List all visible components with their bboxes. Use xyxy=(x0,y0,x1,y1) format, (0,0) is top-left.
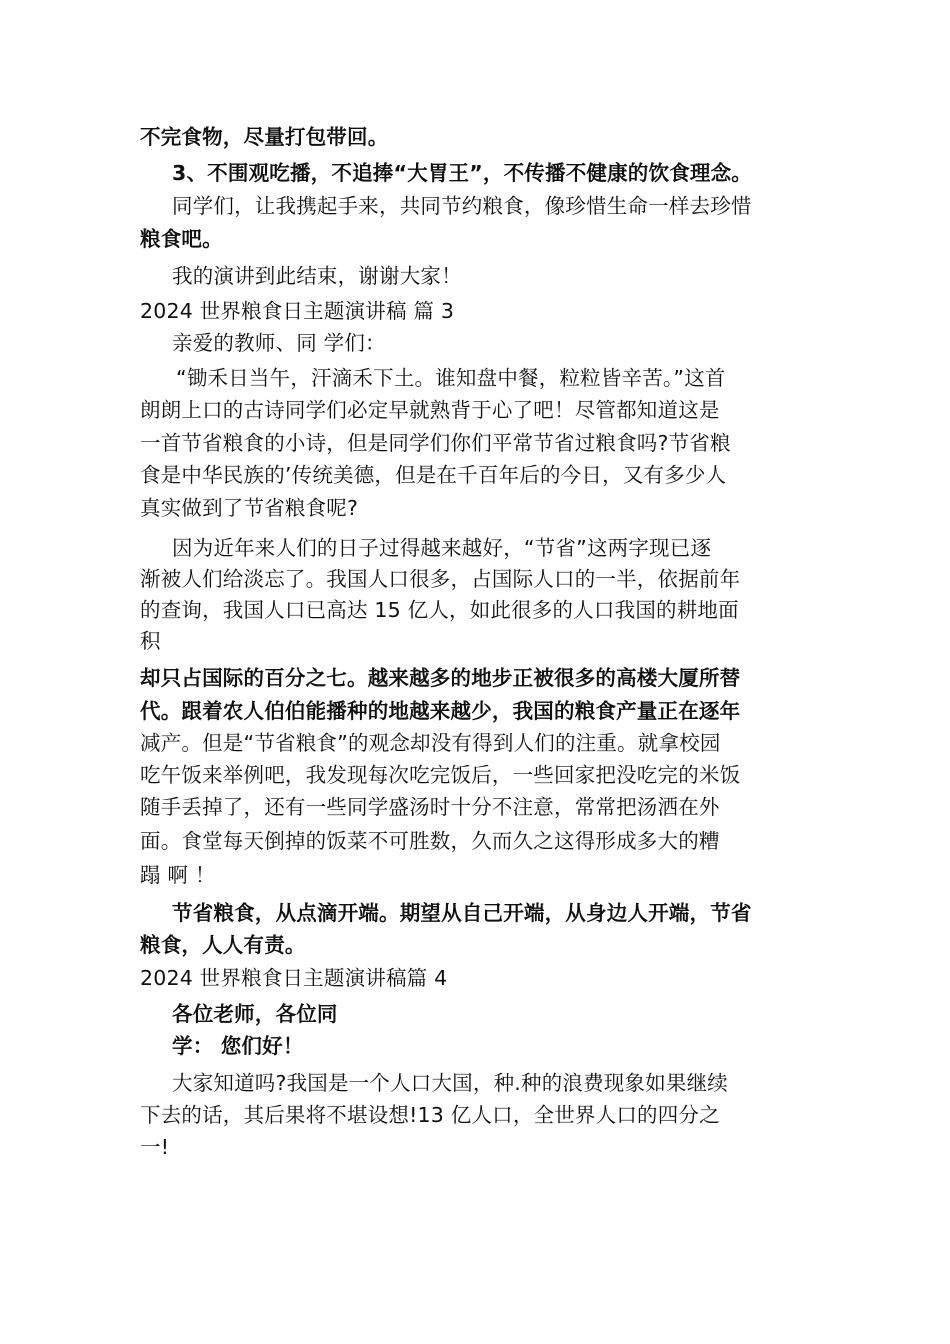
salutation: 学： 您们好！ xyxy=(172,1034,304,1058)
text-line: 同学们，让我携起手来，共同节约粮食，像珍惜生命一样去珍惜 xyxy=(172,194,752,218)
text-line: 随手丢掉了，还有一些同学盛汤时十分不注意，常常把汤洒在外 xyxy=(140,795,720,819)
text-line: 因为近年来人们的日子过得越来越好，“节省”这两字现已逐 xyxy=(172,536,712,560)
salutation: 亲爱的教师、同 学们： xyxy=(172,331,386,355)
text-line: 不完食物，尽量打包带回。 xyxy=(140,125,389,149)
section-heading: 2024 世界粮食日主题演讲稿 篇 3 xyxy=(140,299,455,323)
text-line: 下去的话，其后果将不堪设想!13 亿人口，全世界人口的四分之 xyxy=(140,1103,720,1127)
text-line: 粮食，人人有责。 xyxy=(140,933,306,957)
salutation: 各位老师，各位同 xyxy=(172,1002,338,1026)
text-line: 我的演讲到此结束，谢谢大家！ xyxy=(172,264,462,288)
text-line: 粮食吧。 xyxy=(140,227,223,251)
text-line: 吃午饭来举例吧，我发现每次吃完饭后，一些回家把没吃完的米饭 xyxy=(140,763,741,787)
text-line: 食是中华民族的’传统美德，但是在千百年后的今日，又有多少人 xyxy=(140,463,727,487)
text-line: 一! xyxy=(140,1135,170,1159)
text-line: “锄禾日当午，汗滴禾下土。谁知盘中餐，粒粒皆辛苦。”这首 xyxy=(176,366,726,390)
section-heading: 2024 世界粮食日主题演讲稿篇 4 xyxy=(140,966,448,990)
text-line: 却只占国际的百分之七。越来越多的地步正被很多的高楼大厦所替 xyxy=(140,666,741,690)
text-line: 大家知道吗?我国是一个人口大国，种.种的浪费现象如果继续 xyxy=(172,1071,728,1095)
text-line: 减产。但是“节省粮食”的观念却没有得到人们的注重。就拿校园 xyxy=(140,731,721,755)
text-line: 3、不围观吃播，不追捧“大胃王”，不传播不健康的饮食理念。 xyxy=(172,161,753,185)
text-line: 代。跟着农人伯伯能播种的地越来越少，我国的粮食产量正在逐年 xyxy=(140,699,741,723)
text-line: 真实做到了节省粮食呢? xyxy=(140,496,359,520)
text-line: 的查询，我国人口已高达 15 亿人，如此很多的人口我国的耕地面 xyxy=(140,598,739,622)
text-line: 一首节省粮食的小诗，但是同学们你们平常节省过粮食吗?节省粮 xyxy=(140,431,731,455)
text-line: 渐被人们给淡忘了。我国人口很多，占国际人口的一半，依据前年 xyxy=(140,567,741,591)
text-line: 积 xyxy=(140,629,161,653)
text-line: 面。食堂每天倒掉的饭菜不可胜数，久而久之这得形成多大的糟 xyxy=(140,829,720,853)
text-line: 节省粮食，从点滴开端。期望从自己开端，从身边人开端，节省 xyxy=(172,901,752,925)
text-line: 蹋 啊 ！ xyxy=(140,863,216,887)
text-line: 朗朗上口的古诗同学们必定早就熟背于心了吧！尽管都知道这是 xyxy=(140,398,720,422)
